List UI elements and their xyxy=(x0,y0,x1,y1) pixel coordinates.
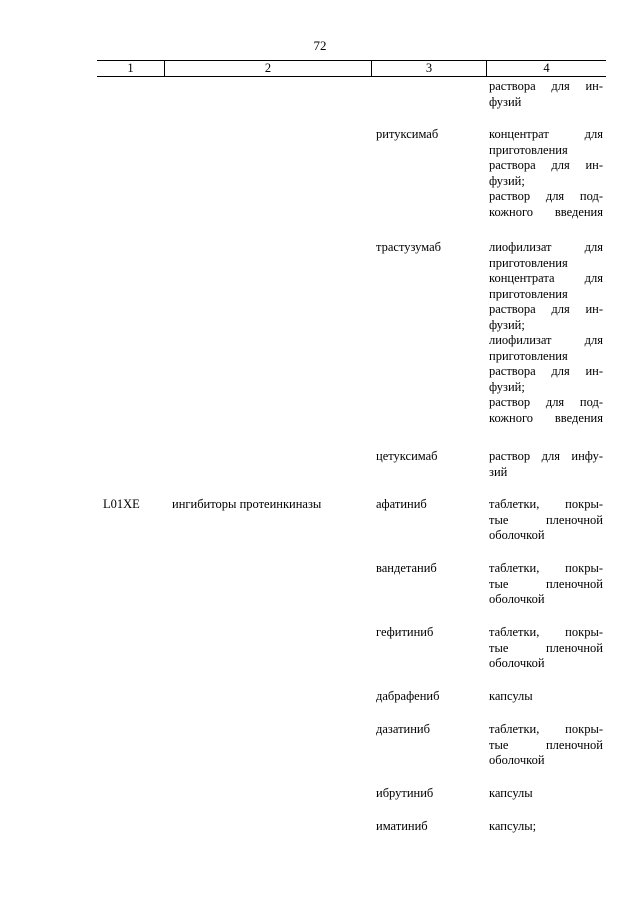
dosage-form-line: тые пленочной xyxy=(489,512,603,527)
dosage-form-line: приготовления xyxy=(489,255,568,270)
drug-name: иматиниб xyxy=(376,819,428,833)
dosage-form-line: концентрата для xyxy=(489,271,603,285)
dosage-form-line: лиофилизат для xyxy=(489,333,603,347)
dosage-form xyxy=(489,561,603,608)
dosage-form-line: оболочкой xyxy=(489,528,545,542)
dosage-form-line: оболочкой xyxy=(489,592,545,606)
table-header xyxy=(97,60,606,77)
dosage-form-line: зий xyxy=(489,464,508,479)
dosage-form xyxy=(489,127,603,220)
dosage-form-line: таблетки, покры- xyxy=(489,625,603,639)
dosage-form-line: фузий; xyxy=(489,173,525,188)
dosage-form-line: раствора для ин- xyxy=(489,79,603,93)
drug-name: афатиниб xyxy=(376,497,427,511)
drug-name: ритуксимаб xyxy=(376,127,439,141)
dosage-form-line: таблетки, покры- xyxy=(489,561,603,575)
dosage-form xyxy=(489,497,603,544)
dosage-form-line: капсулы xyxy=(489,786,533,800)
dosage-form-line: фузий; xyxy=(489,379,525,394)
dosage-form-line: фузий; xyxy=(489,317,525,332)
dosage-form-line: тые пленочной xyxy=(489,640,603,655)
dosage-form-line: раствор для под- xyxy=(489,395,603,409)
dosage-form-line: тые пленочной xyxy=(489,737,603,752)
dosage-form-line: кожного введения xyxy=(489,204,603,219)
header-col-1: 1 xyxy=(127,61,134,75)
dosage-form-line: приготовления xyxy=(489,348,568,363)
dosage-form-line: оболочкой xyxy=(489,656,545,670)
drug-name: гефитиниб xyxy=(376,625,434,639)
atc-code: L01XE xyxy=(103,497,140,511)
drug-name: трастузумаб xyxy=(376,240,442,254)
dosage-form xyxy=(489,819,603,835)
dosage-form-line: раствор для инфу- xyxy=(489,449,603,463)
dosage-form-line: таблетки, покры- xyxy=(489,722,603,736)
dosage-form xyxy=(489,786,603,802)
header-col-3: 3 xyxy=(371,61,486,76)
dosage-form-line: раствор для под- xyxy=(489,189,603,203)
drug-name: цетуксимаб xyxy=(376,449,438,463)
page-number: 72 xyxy=(313,38,327,53)
drug-name: вандетаниб xyxy=(376,561,437,575)
dosage-form xyxy=(489,449,603,480)
drug-name: ибрутиниб xyxy=(376,786,434,800)
dosage-form-line: раствора для ин- xyxy=(489,364,603,378)
dosage-form xyxy=(489,625,603,672)
dosage-form-line: приготовления xyxy=(489,142,568,157)
dosage-form-line: лиофилизат для xyxy=(489,240,603,254)
dosage-form-line: раствора для ин- xyxy=(489,158,603,172)
dosage-form xyxy=(489,79,603,110)
dosage-form-line: приготовления xyxy=(489,286,568,301)
dosage-form-line: капсулы; xyxy=(489,819,537,833)
dosage-form-line: таблетки, покры- xyxy=(489,497,603,511)
header-col-4: 4 xyxy=(486,61,606,76)
group-name: ингибиторы протеинкиназы xyxy=(172,497,322,511)
dosage-form-line: раствора для ин- xyxy=(489,302,603,316)
dosage-form xyxy=(489,689,603,705)
drug-name: дабрафениб xyxy=(376,689,440,703)
dosage-form-line: фузий xyxy=(489,94,522,109)
drug-name: дазатиниб xyxy=(376,722,430,736)
dosage-form xyxy=(489,722,603,769)
dosage-form-line: кожного введения xyxy=(489,410,603,425)
dosage-form xyxy=(489,240,603,426)
dosage-form-line: капсулы xyxy=(489,689,533,703)
dosage-form-line: оболочкой xyxy=(489,753,545,767)
dosage-form-line: концентрат для xyxy=(489,127,603,141)
header-col-2: 2 xyxy=(164,61,371,76)
dosage-form-line: тые пленочной xyxy=(489,576,603,591)
